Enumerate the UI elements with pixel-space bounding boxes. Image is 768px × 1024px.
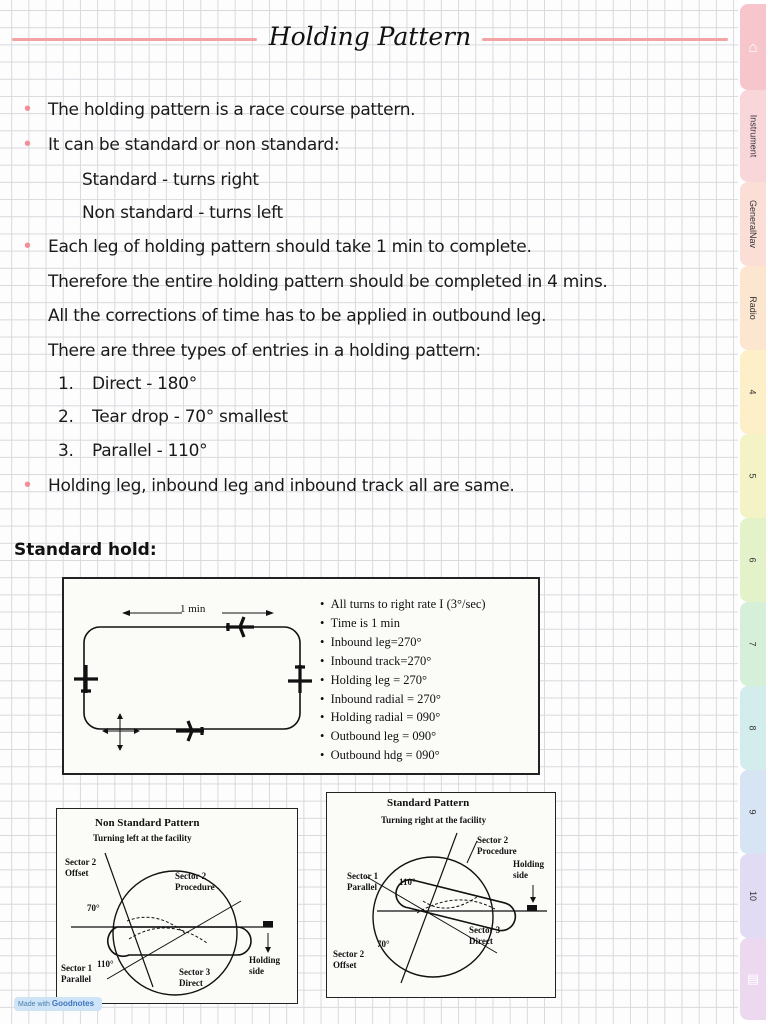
page-title: Holding Pattern [268,22,472,51]
fact-item: • Inbound track=270° [320,653,432,668]
tab-label: 6 [747,557,758,563]
angle-label: 70° [87,903,100,913]
note-line: Therefore the entire holding pattern should be completed in 4 mins. [48,272,608,292]
bullet-dot: • [24,133,32,155]
figure-subtitle: Turning right at the facility [381,815,487,825]
figure-title: Non Standard Pattern [95,817,200,829]
tab-label: 10 [747,890,758,902]
tab-radio[interactable] [740,266,766,350]
non-standard-pattern-figure [56,808,298,1004]
goodnotes-badge: Made with Goodnotes [14,997,102,1011]
tab-6[interactable] [740,518,766,602]
holding-side-label: Holding side [513,859,545,880]
note-line: The holding pattern is a race course pattern. [48,100,416,120]
section-tabs [738,0,768,1024]
tab-label: Radio [747,296,758,320]
facts-list [320,595,534,765]
entry-text: Parallel - 110° [92,441,208,461]
note-line: All the corrections of time has to be applied in outbound leg. [48,306,547,326]
tab-label: 8 [747,725,758,731]
tab-home[interactable] [740,4,766,90]
sector-label: Sector 1 Parallel [347,871,379,892]
fact-item: • Time is 1 min [320,615,400,630]
sector-label: Sector 2 Procedure [477,835,517,856]
airplane-icon [226,617,254,637]
tab-8[interactable] [740,686,766,770]
section-heading: Standard hold: [14,540,157,560]
fact-item: • Outbound leg = 090° [320,729,437,744]
entry-number: 2. [58,407,74,427]
angle-label: 110° [399,877,416,887]
sector-label: Sector 3 Direct [179,967,211,988]
bullet-dot: • [24,98,32,120]
tab-label: 7 [747,641,758,647]
tab-document[interactable] [740,938,766,1020]
tab-label: 9 [747,809,758,815]
tab-9[interactable] [740,770,766,854]
home-icon: ⌂ [748,38,758,56]
note-line: Each leg of holding pattern should take 1 min to complete. [48,237,532,257]
entry-text: Tear drop - 70° smallest [92,407,288,427]
title-row [12,22,728,58]
figure-subtitle: Turning left at the facility [93,833,192,843]
figure-title: Standard Pattern [387,797,470,809]
entry-text: Direct - 180° [92,374,197,394]
airplane-icon [288,665,312,693]
standard-pattern-figure [326,792,556,998]
airplane-icon [74,665,98,693]
airplane-icon [176,721,204,741]
note-line: Standard - turns right [82,170,259,190]
tab-generalnav[interactable] [740,182,766,266]
position-arrows [102,713,140,751]
sector-label: Sector 2 Procedure [175,871,215,892]
standard-hold-figure [62,577,540,775]
angle-label: 70° [377,939,390,949]
note-line: It can be standard or non standard: [48,135,340,155]
sector-label: Sector 2 Offset [333,949,365,970]
sector-label: Sector 2 Offset [65,857,97,878]
fact-item: • All turns to right rate I (3°/sec) [320,597,486,611]
note-line: There are three types of entries in a holding pattern: [48,341,481,361]
tab-10[interactable] [740,854,766,938]
fact-item: • Inbound radial = 270° [320,691,441,706]
entry-number: 3. [58,441,74,461]
tab-5[interactable] [740,434,766,518]
tab-label: Instrument [748,114,758,158]
angle-label: 110° [97,959,114,969]
fact-item: • Inbound leg=270° [320,634,422,649]
tab-instrument[interactable] [740,90,766,182]
document-icon: ▤ [746,971,760,986]
fact-item: • Outbound hdg = 090° [320,748,440,763]
tab-label: GeneralNav [748,199,758,249]
fact-item: • Holding leg = 270° [320,672,428,687]
note-line: Holding leg, inbound leg and inbound track all are same. [48,476,515,496]
tab-7[interactable] [740,602,766,686]
fact-item: • Holding radial = 090° [320,710,441,725]
holding-side-label: Holding side [249,955,281,976]
time-label: 1 min [180,603,206,615]
tab-label: 5 [747,473,758,479]
tab-label: 4 [747,389,758,395]
bullet-dot: • [24,474,32,496]
sector-label: Sector 3 Direct [469,925,501,946]
note-line: Non standard - turns left [82,203,283,223]
entry-number: 1. [58,374,74,394]
tab-4[interactable] [740,350,766,434]
sector-label: Sector 1 Parallel [61,963,93,984]
bullet-dot: • [24,235,32,257]
